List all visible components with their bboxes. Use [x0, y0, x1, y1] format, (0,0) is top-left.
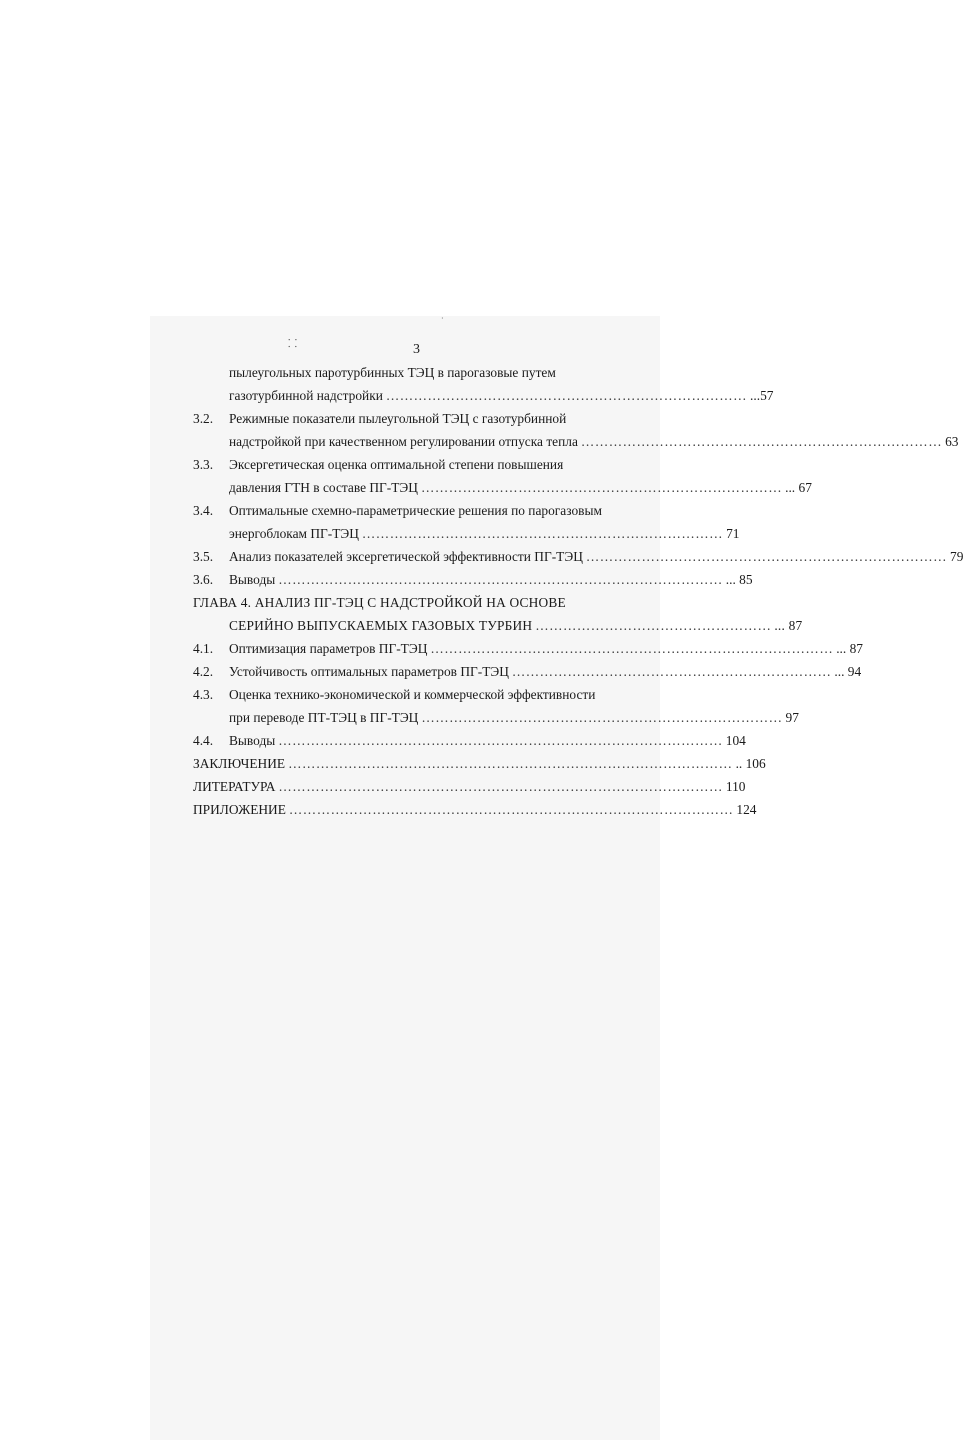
toc-entry-text: давления ГТН в составе ПГ-ТЭЦ [229, 480, 418, 495]
leader-dots: …………………………………………………………………… [421, 710, 783, 725]
toc-entry-text: Выводы [229, 572, 276, 587]
leader-dots: …………………………………………………………………… [420, 480, 783, 495]
toc-section-number: 3.4. [193, 503, 214, 518]
toc-page-number: ... 67 [785, 480, 812, 495]
toc-entry-line [229, 548, 963, 566]
scan-speck: · [441, 314, 444, 323]
toc-page-number: 110 [725, 779, 746, 794]
page-number: 3 [413, 342, 420, 357]
toc-entry-line: пылеугольных паротурбинных ТЭЦ в парогазовые путем [229, 365, 556, 380]
toc-entry-text: СЕРИЙНО ВЫПУСКАЕМЫХ ГАЗОВЫХ ТУРБИН [229, 618, 533, 633]
scan-speck: ⸬ [288, 338, 298, 350]
leader-dots: …………………………………………………………………………………… [278, 733, 723, 748]
toc-entry-line [229, 525, 740, 543]
leader-dots: …………………………………………………………… [511, 664, 832, 679]
toc-page-number: 63 [945, 434, 959, 449]
toc-page-number: 124 [736, 802, 757, 817]
toc-section-number: 3.2. [193, 411, 214, 426]
toc-section-number: 3.6. [193, 572, 214, 587]
toc-entry-line [229, 571, 753, 589]
toc-entry-line: Эксергетическая оценка оптимальной степени повышения [229, 457, 564, 472]
leader-dots: …………………………………………………………………………………… [278, 572, 723, 587]
toc-entry-text: Выводы [229, 733, 276, 748]
toc-page-number: ... 94 [834, 664, 862, 679]
toc-entry-line [229, 479, 812, 497]
toc-entry-text: Устойчивость оптимальных параметров ПГ-ТЭЦ [229, 664, 509, 679]
leader-dots: …………………………………………………………………………………… [288, 802, 734, 817]
toc-page-number: .. 106 [735, 756, 766, 771]
toc-entry-text: при переводе ПТ-ТЭЦ в ПГ-ТЭЦ [229, 710, 419, 725]
toc-page-number: 71 [726, 526, 740, 541]
toc-section-number: 3.3. [193, 457, 214, 472]
toc-entry-line [193, 778, 746, 796]
toc-entry-text: Анализ показателей эксергетической эффективности ПГ-ТЭЦ [229, 549, 583, 564]
leader-dots: …………………………………………… [535, 618, 772, 633]
toc-entry-text: ЛИТЕРАТУРА [193, 779, 276, 794]
toc-entry-line [229, 433, 959, 451]
leader-dots: …………………………………………………………………………………… [288, 756, 733, 771]
leader-dots: …………………………………………………………………………………… [278, 779, 723, 794]
toc-section-number: 4.2. [193, 664, 214, 679]
toc-entry-text: ПРИЛОЖЕНИЕ [193, 802, 286, 817]
toc-entry-line [229, 709, 799, 727]
toc-page-number: ... 87 [774, 618, 803, 633]
toc-page-number: ... 85 [725, 572, 753, 587]
leader-dots: …………………………………………………………………………… [430, 641, 834, 656]
toc-chapter-title: ГЛАВА 4. АНАЛИЗ ПГ-ТЭЦ С НАДСТРОЙКОЙ НА ОСНОВЕ [193, 595, 566, 610]
toc-entry-line [229, 617, 803, 635]
toc-entry-line: Режимные показатели пылеугольной ТЭЦ с газотурбинной [229, 411, 567, 426]
toc-page-number: 79 [950, 549, 963, 564]
toc-section-number: 4.3. [193, 687, 214, 702]
toc-entry-line: Оценка технико-экономической и коммерческой эффективности [229, 687, 596, 702]
toc-entry-text: ЗАКЛЮЧЕНИЕ [193, 756, 286, 771]
toc-entry-text: газотурбинной надстройки [229, 388, 383, 403]
leader-dots: …………………………………………………………………… [385, 388, 748, 403]
toc-entry-line [229, 640, 863, 658]
toc-entry-line [229, 732, 746, 750]
toc-entry-text: Оптимизация параметров ПГ-ТЭЦ [229, 641, 428, 656]
toc-entry-line: Оптимальные схемно-параметрические решения по парогазовым [229, 503, 602, 518]
toc-entry-line [193, 801, 757, 819]
toc-page-number: 104 [725, 733, 746, 748]
toc-section-number: 3.5. [193, 549, 214, 564]
toc-page-number: ...57 [750, 388, 774, 403]
leader-dots: …………………………………………………………………… [580, 434, 943, 449]
toc-entry-text: энергоблокам ПГ-ТЭЦ [229, 526, 359, 541]
toc-page-number: ... 87 [836, 641, 863, 656]
toc-entry-text: надстройкой при качественном регулировании отпуска тепла [229, 434, 578, 449]
toc-entry-line [193, 755, 766, 773]
leader-dots: …………………………………………………………………… [361, 526, 724, 541]
toc-section-number: 4.1. [193, 641, 214, 656]
toc-entry-line [229, 663, 862, 681]
leader-dots: …………………………………………………………………… [585, 549, 948, 564]
toc-entry-line [229, 387, 774, 405]
toc-page-number: 97 [785, 710, 799, 725]
toc-section-number: 4.4. [193, 733, 214, 748]
